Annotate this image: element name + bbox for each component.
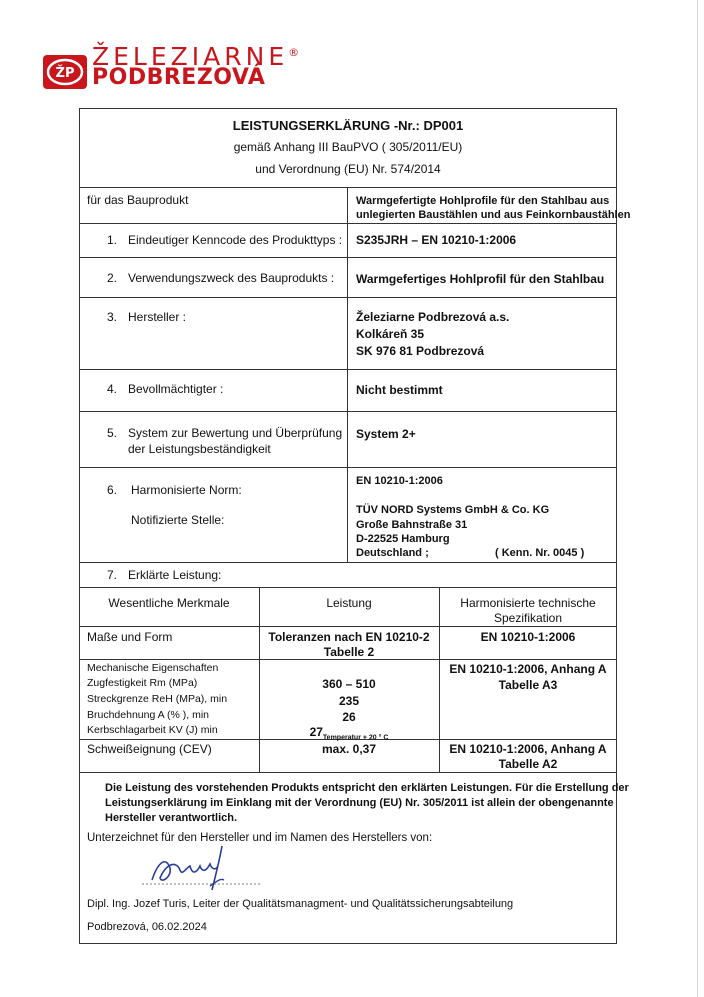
row2-value-4: 26 xyxy=(342,710,356,724)
column-divider xyxy=(347,187,348,562)
document-title: LEISTUNGSERKLÄRUNG -Nr.: DP001 xyxy=(232,118,464,133)
product-label: für das Bauprodukt xyxy=(87,193,189,207)
product-value-line1: Warmgefertigte Hohlprofile für den Stahlbau aus xyxy=(356,195,610,207)
item-6-body-line2: Große Bahnstraße 31 xyxy=(356,519,468,531)
company-logo-badge xyxy=(43,55,87,89)
row2-merkmal-1: Mechanische Eigenschaften xyxy=(87,662,219,674)
item-6-body-line4: Deutschland ; xyxy=(356,547,429,559)
row1-merkmal: Maße und Form xyxy=(87,630,173,644)
logo-text-top: ŽELEZIARNE® xyxy=(92,42,300,71)
item-3-value-line1: Železiarne Podbrezová a.s. xyxy=(356,310,510,324)
divider xyxy=(79,587,617,588)
item-6-kenn: ( Kenn. Nr. 0045 ) xyxy=(495,547,585,559)
item-4-value: Nicht bestimmt xyxy=(356,383,443,397)
row2-merkmal-5: Kerbschlagarbeit KV (J) min xyxy=(87,724,218,736)
divider xyxy=(79,772,617,773)
place-date: Podbrezová, 06.02.2024 xyxy=(87,921,207,933)
item-2-number: 2. xyxy=(107,271,118,285)
divider xyxy=(79,411,617,412)
row1-spec: EN 10210-1:2006 xyxy=(480,630,576,644)
table-header-spec-line1: Harmonisierte technische xyxy=(460,596,596,610)
table-header-leistung: Leistung xyxy=(326,596,372,610)
divider xyxy=(79,257,617,258)
item-6-body-line3: D-22525 Hamburg xyxy=(356,533,450,545)
item-6-label: Harmonisierte Norm: xyxy=(131,483,242,497)
item-3-number: 3. xyxy=(107,310,118,324)
row1-leistung-line1: Toleranzen nach EN 10210-2 xyxy=(268,630,430,644)
divider xyxy=(79,297,617,298)
product-value-line2: unlegierten Baustählen und aus Feinkornbaustählen xyxy=(356,209,631,221)
zp-logo-icon xyxy=(43,55,87,89)
divider xyxy=(79,187,617,188)
item-3-value-line2: Kolkáreň 35 xyxy=(356,327,425,341)
row2-merkmal-2: Zugfestigkeit Rm (MPa) xyxy=(87,677,198,689)
item-5-value: System 2+ xyxy=(356,427,416,441)
item-5-label-line2: der Leistungsbeständigkeit xyxy=(128,442,271,456)
row3-leistung: max. 0,37 xyxy=(321,742,377,756)
row2-merkmal-4: Bruchdehnung A (% ), min xyxy=(87,709,209,721)
item-5-label-line1: System zur Bewertung und Überprüfung xyxy=(128,426,343,440)
scan-edge xyxy=(697,0,698,997)
item-1-number: 1. xyxy=(107,233,118,247)
divider xyxy=(79,562,617,563)
item-1-value: S235JRH – EN 10210-1:2006 xyxy=(356,233,517,247)
declaration-line1: Die Leistung des vorstehenden Produkts entspricht den erklärten Leistungen. Für die Erstellung der xyxy=(105,782,629,794)
svg-text:ŽP: ŽP xyxy=(55,66,75,81)
divider xyxy=(79,369,617,370)
logo-text-bottom: PODBREZOVÁ xyxy=(92,65,266,90)
item-4-label: Bevollmächtigter : xyxy=(128,382,224,396)
divider xyxy=(79,223,617,224)
item-1-label: Eindeutiger Kenncode des Produkttyps : xyxy=(128,233,343,247)
signer-name: Dipl. Ing. Jozef Turis, Leiter der Qualitätsmanagment- und Qualitätssicherungsabteilung xyxy=(87,898,514,910)
document-subtitle-2: und Verordnung (EU) Nr. 574/2014 xyxy=(255,162,441,176)
row1-leistung-line2: Tabelle 2 xyxy=(323,645,375,659)
row2-value-3: 235 xyxy=(338,694,360,708)
row2-merkmal-3: Streckgrenze ReH (MPa), min xyxy=(87,693,228,705)
item-6-norm: EN 10210-1:2006 xyxy=(356,475,443,487)
item-3-label: Hersteller : xyxy=(128,310,187,324)
item-2-label: Verwendungszweck des Bauprodukts : xyxy=(128,271,335,285)
declaration-line2: Leistungserklärung im Einklang mit der Verordnung (EU) Nr. 305/2011 ist allein der obengenannte xyxy=(105,797,614,809)
row2-value-2: 360 – 510 xyxy=(322,677,376,691)
divider xyxy=(79,626,617,627)
row2-spec-line2: Tabelle A3 xyxy=(498,678,558,692)
row3-spec-line1: EN 10210-1:2006, Anhang A xyxy=(449,742,607,756)
item-5-number: 5. xyxy=(107,426,118,440)
item-6-number: 6. xyxy=(107,483,118,497)
table-header-merkmale: Wesentliche Merkmale xyxy=(108,596,230,610)
document-subtitle-1: gemäß Anhang III BauPVO ( 305/2011/EU) xyxy=(233,140,463,154)
table-header-spec-line2: Spezifikation xyxy=(493,611,563,625)
row3-merkmal: Schweißeignung (CEV) xyxy=(87,742,212,756)
item-6-label2: Notifizierte Stelle: xyxy=(131,513,225,527)
signature-intro: Unterzeichnet für den Hersteller und im Namen des Herstellers von: xyxy=(87,832,433,844)
item-3-value-line3: SK 976 81 Podbrezová xyxy=(356,344,485,358)
item-4-number: 4. xyxy=(107,382,118,396)
row3-spec-line2: Tabelle A2 xyxy=(498,757,558,771)
declaration-line3: Hersteller verantwortlich. xyxy=(105,812,238,824)
item-6-body-line1: TÜV NORD Systems GmbH & Co. KG xyxy=(356,504,550,516)
row2-spec-line1: EN 10210-1:2006, Anhang A xyxy=(449,662,607,676)
row2-value-5: $27_{Temperatur + 20 ^\circ C}$ xyxy=(309,725,389,742)
item-7-label: Erklärte Leistung: xyxy=(128,568,222,582)
item-7-number: 7. xyxy=(107,568,118,582)
item-2-value: Warmgefertiges Hohlprofil für den Stahlbau xyxy=(356,272,605,286)
handwritten-signature xyxy=(140,838,270,896)
divider xyxy=(79,467,617,468)
